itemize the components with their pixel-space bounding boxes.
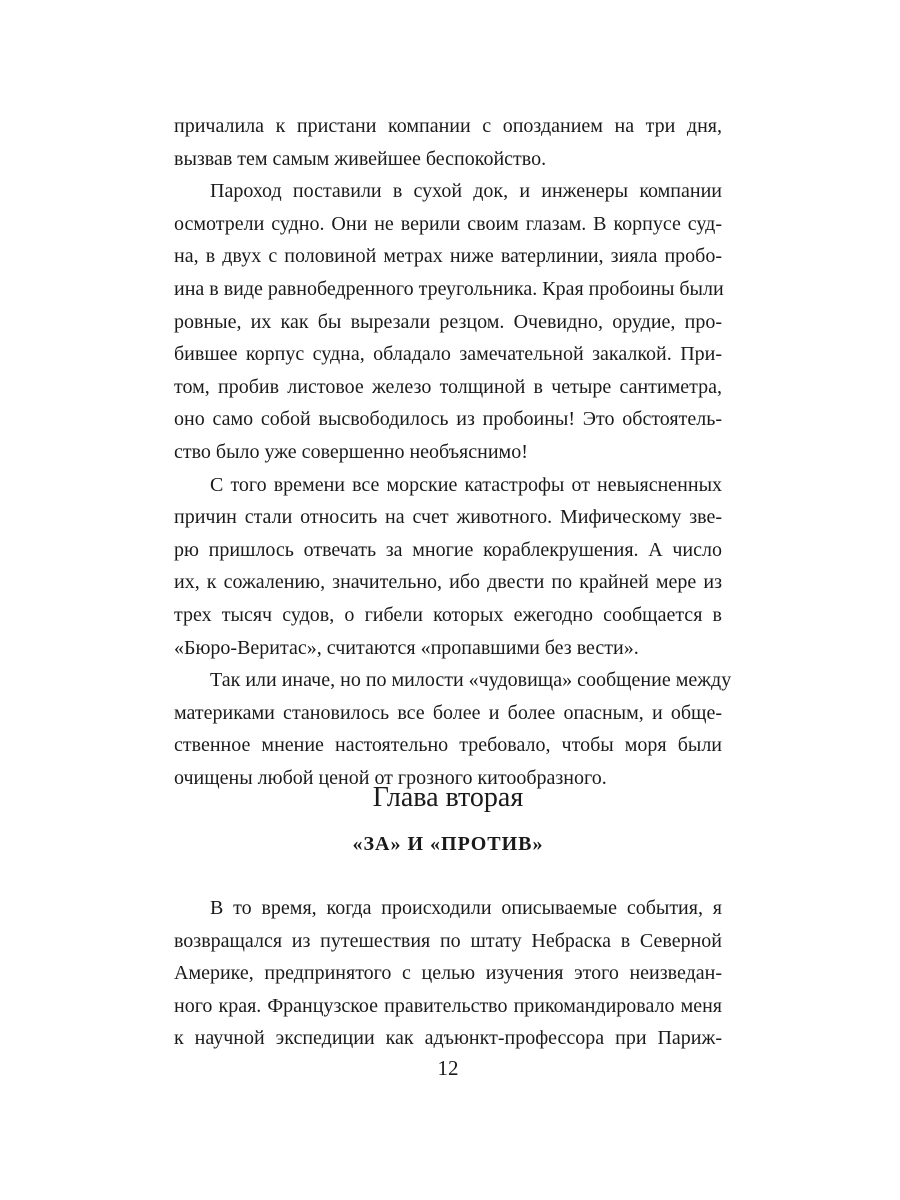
text-line: В то время, когда происходили описываемые события, я <box>210 897 722 919</box>
text-line: к научной экспедиции как адъюнкт-профессора при Париж- <box>174 1027 722 1050</box>
text-line: осмотрели судно. Они не верили своим глазам. В корпусе суд- <box>174 212 722 235</box>
text-line: том, пробив листовое железо толщиной в четыре сантиметра, <box>174 375 722 398</box>
text-line: вызвав тем самым живейшее беспокойство. <box>174 147 547 170</box>
text-line: причин стали относить на счет животного. Мифическому зве- <box>174 506 722 529</box>
text-line: Так или иначе, но по милости «чудовища» сообщение между <box>210 669 732 692</box>
text-line: очищены любой ценой от грозного китообразного. <box>174 766 607 789</box>
text-line: их, к сожалению, значительно, ибо двести по крайней мере из <box>174 571 722 594</box>
text-line: ство было уже совершенно необъяснимо! <box>174 440 528 463</box>
text-line: ина в виде равнобедренного треугольника. Края пробоины были <box>174 277 724 300</box>
text-block-before-chapter <box>174 110 732 794</box>
chapter-subtitle: «ЗА» И «ПРОТИВ» <box>352 833 544 855</box>
text-block-after-chapter <box>174 892 722 1055</box>
text-line: бившее корпус судна, обладало замечательной закалкой. При- <box>174 343 722 366</box>
chapter-title: Глава вторая <box>372 782 524 813</box>
text-line: С того времени все морские катастрофы от невыясненных <box>210 473 722 496</box>
text-line: ственное мнение настоятельно требовало, чтобы моря были <box>174 734 722 757</box>
text-line: причалила к пристани компании с опозданием на три дня, <box>174 115 722 137</box>
text-line: материками становилось все более и более опасным, и обще- <box>174 701 722 724</box>
text-line: возвращался из путешествия по штату Небраска в Северной <box>174 929 722 952</box>
text-line: ного края. Французское правительство прикомандировало меня <box>174 994 722 1017</box>
text-line: ровные, их как бы вырезали резцом. Очевидно, орудие, про- <box>174 310 722 333</box>
text-line: трех тысяч судов, о гибели которых ежегодно сообщается в <box>174 603 722 626</box>
text-line: Пароход поставили в сухой док, и инженеры компании <box>210 180 722 203</box>
text-line: рю пришлось отвечать за многие кораблекрушения. А число <box>174 538 722 561</box>
text-line: Америке, предпринятого с целью изучения этого неизведан- <box>174 962 722 985</box>
text-line: на, в двух с половиной метрах ниже ватерлинии, зияла пробо- <box>174 245 722 268</box>
page-number: 12 <box>437 1056 459 1080</box>
text-line: «Бюро-Веритас», считаются «пропавшими без вести». <box>174 636 639 659</box>
text-line: оно само собой высвободилось из пробоины! Это обстоятель- <box>174 408 722 431</box>
